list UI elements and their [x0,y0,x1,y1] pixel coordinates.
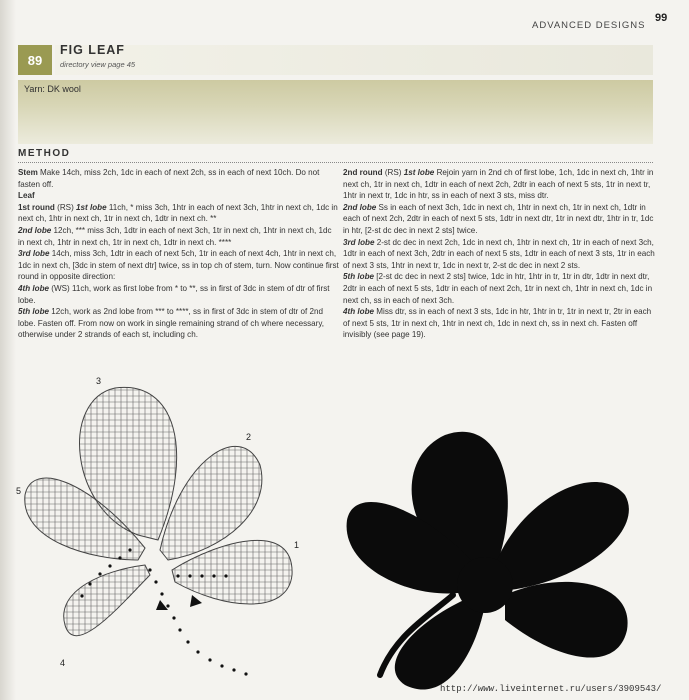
pattern-title: FIG LEAF [60,43,125,57]
round1-lobe2-label: 2nd lobe [18,225,52,235]
round1-lobe3 [18,248,340,283]
stem-label: Stem [18,168,38,177]
round1-lobe4 [18,283,340,306]
round2-lobe1-label: 1st lobe [403,168,435,177]
round1-lobe1-label: 1st lobe [76,202,107,212]
instructions-left-column [18,167,340,341]
round2-lobe5-text: [2-st dc dec in next 2 sts] twice, 1dc in htr, 1htr in tr, 1tr in dtr, 1dtr in next dtr, 2dtr in each of next 5 sts, 1dtr in each of next 2ch, 1tr in next ch, 1htr in next ch, 1dc in next ch, ss in each of next 3ch. [343,272,653,305]
method-heading: METHOD [18,148,71,159]
round1-lobe3-text: 14ch, miss 3ch, 1dtr in each of next 5ch, 1tr in each of next 4ch, 1htr in next ch, 1dc in next ch, [3dc in stem of next dtr] twice, ss in top ch of stem, turn. Now continue first round in opposite direction: [18,249,339,282]
round1-label: 1st round [18,202,55,212]
round1-lobe1-text: 11ch, * miss 3ch, 1htr in each of next 3ch, 1htr in next ch, 1dc in next ch, 1htr in next ch, 1tr in next ch, 1dtr in next ch. ** [18,202,338,224]
leaf-heading [18,190,340,202]
round2-lobe1 [343,167,655,202]
round2-lobe5 [343,271,655,306]
chart-arrow-right [190,595,202,607]
watermark-rest: liveinternet.ru/users/3909543/ [499,684,662,694]
yarn-value: DK wool [47,84,81,94]
running-head: ADVANCED DESIGNS [532,20,646,31]
round2-rs: (RS) [384,168,402,177]
round1-lobe2-text: 12ch, *** miss 3ch, 1dtr in each of next 3ch, 1tr in next ch, 1htr in next ch, 1dc in next ch, 1htr in next ch, 1tr in next ch, 1dtr in next ch. **** [18,225,332,247]
header-band [55,45,653,75]
chart-lobe-number-4: 4 [60,658,66,668]
crocheted-fig-leaf-photo [335,420,635,700]
stem-text: Make 14ch, miss 2ch, 1dc in each of next 2ch, ss in each of next 10ch. Do not fasten off. [18,168,320,189]
page-number: 99 [655,12,668,24]
round1-lobe2 [18,225,340,248]
watermark-domain-italic: www. [477,684,500,694]
pattern-subtitle: directory view page 45 [60,60,136,69]
round2-lobe1-text: Rejoin yarn in 2nd ch of first lobe, 1ch, 1dc in next ch, 1htr in next ch, 1tr in next ch, 1dtr in each of next 2ch, 2dtr in each of next 5 sts, 1tr in next tr, 1htr in next tr, 1dc in htr, ss in each of next 3 sts, miss dtr. [343,168,654,201]
round1-lobe5 [18,306,340,341]
chart-lobe-number-5: 5 [16,486,22,496]
round1-lobe5-text: 12ch, work as 2nd lobe from *** to ****, ss in first of 3dc in stem of dtr of 2nd lobe. Fasten off. From now on work in single remaining strand of ch where necessary, otherwise under 2 strands of each st, including ch. [18,307,325,340]
watermark-prefix: http:// [440,684,478,694]
yarn-label: Yarn: [24,84,45,94]
round2-lobe4-text: Miss dtr, ss in each of next 3 sts, 1dc in htr, 1htr in tr, 1tr in next tr, 2tr in each of next 5 sts, 1tr in next ch, 1htr in next ch, 1dc in next ch, ss in next ch. Fasten off invisibly (see page 19). [343,307,652,340]
crochet-chart-diagram [10,370,310,700]
method-divider [18,162,653,163]
round2-lobe2-label: 2nd lobe [343,202,377,212]
pattern-number-badge: 89 [18,45,52,75]
round1-lobe3-label: 3rd lobe [18,249,50,259]
round2-lobe3-text: 2-st dc dec in next 2ch, 1dc in next ch, 1htr in next ch, 1tr in each of next 3ch, 1dtr in each of next 3ch, 2dtr in each of next 5 sts, 1dtr in each of next 3 sts, 1tr in each of next 3 sts, 1htr in next tr, 1dc in next tr, 2-st dc dec in next 2 sts. [343,237,655,270]
stem-instruction [18,167,340,190]
watermark-url [440,684,661,694]
chart-lobe-number-3: 3 [96,376,102,386]
round1-lobe4-label: 4th lobe [18,283,50,293]
yarn-line [24,84,81,94]
round2-lobe3-label: 3rd lobe [343,237,375,247]
round1-lobe5-label: 5th lobe [18,307,50,317]
round2-label: 2nd round [343,168,383,177]
chart-lobe-4 [64,565,150,636]
round1-lobe1 [18,202,340,225]
yarn-band [18,80,653,144]
round1-lobe4-text: (WS) 11ch, work as first lobe from * to **, ss in first of 3dc in stem of dtr of first lobe. [18,283,330,305]
chart-lobe-number-2: 2 [246,432,252,442]
chart-lobe-number-1: 1 [294,540,300,550]
round2-lobe4 [343,306,655,341]
round2-lobe2-text: Ss in each of next 3ch, 1dc in next ch, 1htr in next ch, 1tr in next ch, 1dtr in each of next 2ch, 2dtr in each of next 5 sts, 1dtr in next dtr, 1tr in next dtr, 1htr in tr, 1dc in htr, [2-st dc dec in next 2 sts] twice. [343,202,654,235]
round2-lobe4-label: 4th lobe [343,307,375,317]
round1-rs: (RS) [57,202,74,212]
round2-lobe5-label: 5th lobe [343,272,375,282]
round2-lobe2 [343,202,655,237]
round2-lobe3 [343,237,655,272]
leaf-label: Leaf [18,191,35,201]
instructions-right-column [343,167,655,341]
chart-arrow-left [156,600,168,610]
